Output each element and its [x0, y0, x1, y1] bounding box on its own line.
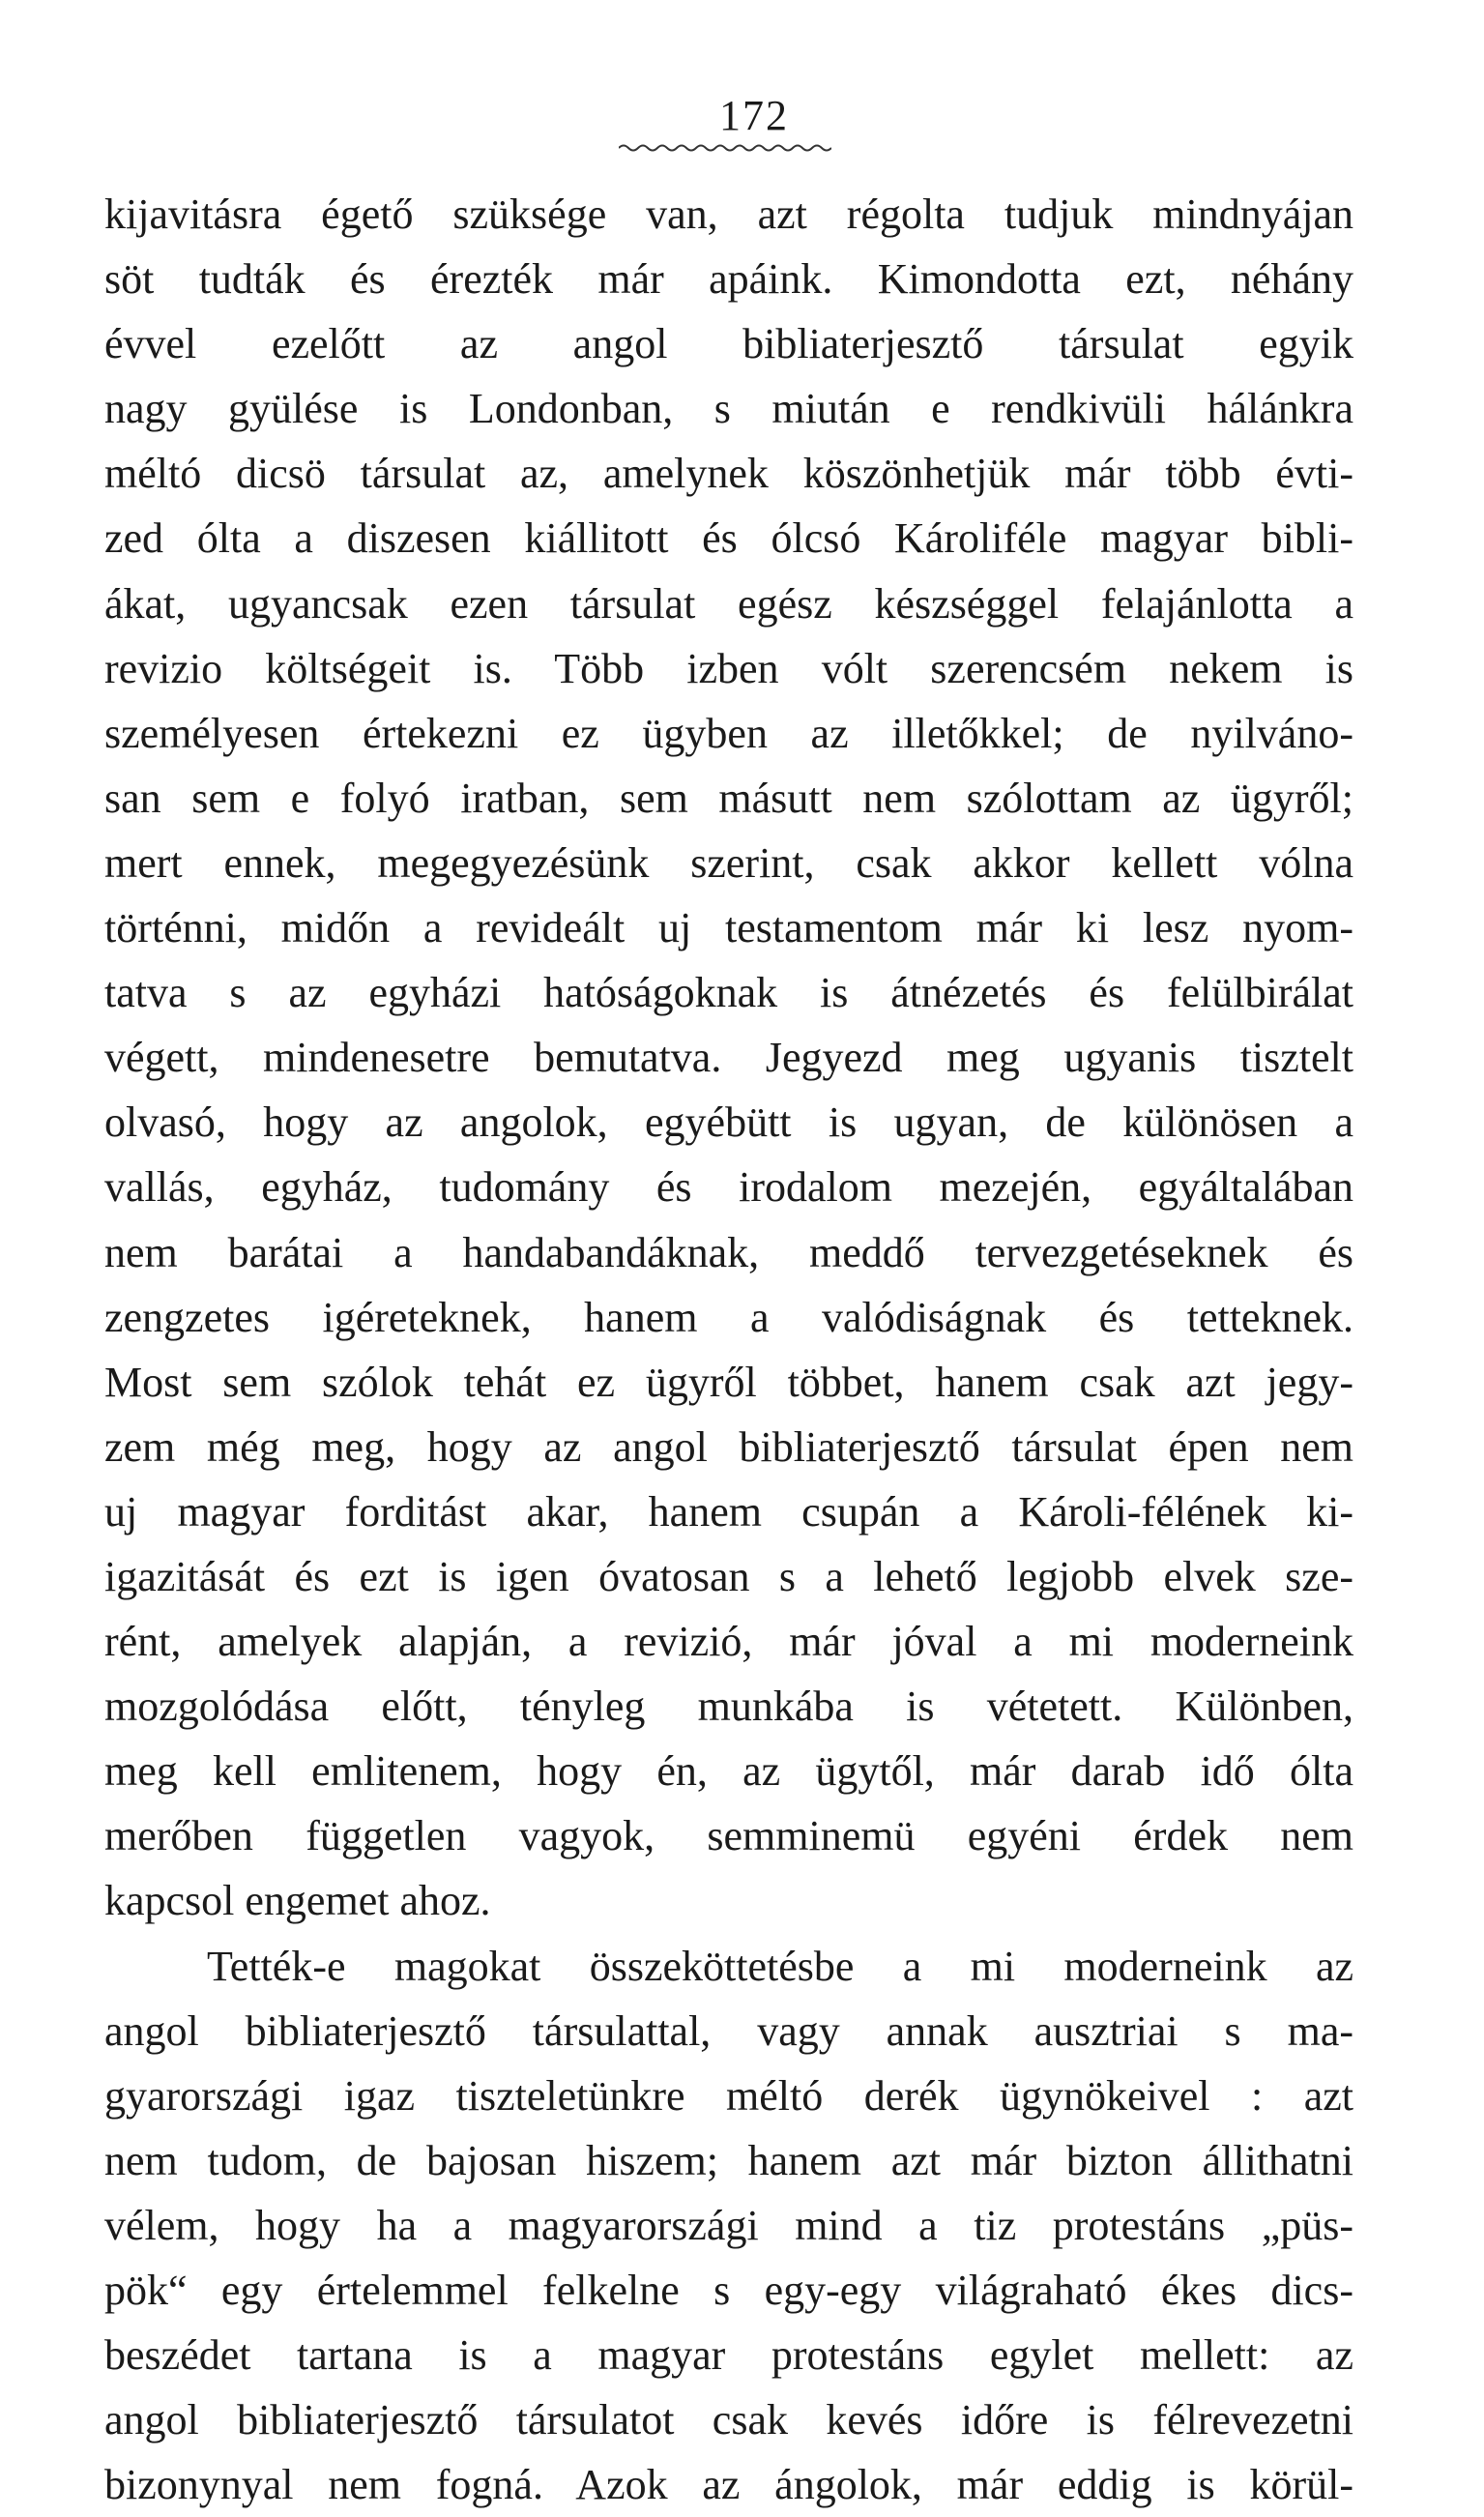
text-line: végett, mindenesetre bemutatva. Jegyezd meg ugyanis tisztelt — [104, 1034, 1353, 1082]
paragraph-start-line: Tették-e magokat összeköttetésbe a mi moderneink az — [207, 1942, 1353, 1990]
paragraph-end-line: kapcsol engemet ahoz. — [104, 1877, 491, 1925]
text-line: személyesen értekezni ez ügyben az illetőkkel; de nyilváno- — [104, 709, 1353, 757]
text-line: nem barátai a handabandáknak, meddő tervezgetéseknek és — [104, 1228, 1353, 1276]
text-line: nem tudom, de bajosan hiszem; hanem azt már bizton állithatni — [104, 2136, 1353, 2184]
text-line: mert ennek, megegyezésünk szerint, csak akkor kellett vólna — [104, 838, 1353, 887]
text-line: méltó dicsö társulat az, amelynek köszönhetjük már több évti- — [104, 450, 1353, 498]
text-line: kijavitásra égető szüksége van, azt régolta tudjuk mindnyájan — [104, 190, 1353, 238]
text-line: évvel ezelőtt az angol bibliaterjesztő társulat egyik — [104, 320, 1353, 368]
text-line: történni, midőn a revideált uj testamentom már ki lesz nyom- — [104, 904, 1353, 952]
text-line: zem még meg, hogy az angol bibliaterjesztő társulat épen nem — [104, 1422, 1353, 1471]
text-line: mozgolódása előtt, tényleg munkába is vétetett. Különben, — [104, 1683, 1353, 1731]
text-line: tatva s az egyházi hatóságoknak is átnézetés és felülbirálat — [104, 969, 1353, 1017]
text-line: bizonynyal nem fogná. Azok az ángolok, már eddig is körül- — [104, 2461, 1353, 2509]
text-line: ákat, ugyancsak ezen társulat egész készséggel felajánlotta a — [104, 579, 1353, 628]
text-line: Most sem szólok tehát ez ügyről többet, hanem csak azt jegy- — [104, 1358, 1353, 1406]
page-number-ornament — [619, 141, 831, 155]
text-line: igazitását és ezt is igen óvatosan s a lehető legjobb elvek sze- — [104, 1552, 1353, 1600]
text-line: merőben független vagyok, semminemü egyéni érdek nem — [104, 1812, 1353, 1860]
text-line: zengzetes igéreteknek, hanem a valódiságnak és tetteknek. — [104, 1293, 1353, 1341]
text-line: pök“ egy értelemmel felkelne s egy-egy világraható ékes dics- — [104, 2267, 1353, 2314]
body-text — [104, 182, 1353, 2517]
text-line: olvasó, hogy az angolok, egyébütt is ugyan, de különösen a — [104, 1098, 1353, 1147]
page-number: 172 — [719, 92, 789, 139]
text-line: san sem e folyó iratban, sem másutt nem szólottam az ügyről; — [104, 774, 1353, 822]
text-line: vallás, egyház, tudomány és irodalom mezején, egyáltalában — [104, 1163, 1353, 1212]
text-line: uj magyar forditást akar, hanem csupán a Károli-félének ki- — [104, 1487, 1353, 1536]
text-line: beszédet tartana is a magyar protestáns egylet mellett: az — [104, 2331, 1353, 2380]
text-line: meg kell emlitenem, hogy én, az ügytől, már darab idő ólta — [104, 1747, 1353, 1796]
text-line: nagy gyülése is Londonban, s miután e rendkivüli hálánkra — [104, 385, 1353, 433]
text-line: vélem, hogy ha a magyarországi mind a tiz protestáns „püs- — [104, 2201, 1353, 2249]
text-line: angol bibliaterjesztő társulatot csak kevés időre is félrevezetni — [104, 2396, 1353, 2444]
text-line: rént, amelyek alapján, a revizió, már jóval a mi moderneink — [104, 1618, 1353, 1666]
text-line: söt tudták és érezték már apáink. Kimondotta ezt, néhány — [104, 255, 1353, 304]
text-line: angol bibliaterjesztő társulattal, vagy annak ausztriai s ma- — [104, 2006, 1353, 2055]
text-line: revizio költségeit is. Több izben vólt szerencsém nekem is — [104, 644, 1353, 692]
text-line: zed ólta a diszesen kiállitott és ólcsó Károliféle magyar bibli- — [104, 514, 1353, 563]
text-line: gyarországi igaz tiszteletünkre méltó derék ügynökeivel : azt — [104, 2071, 1353, 2120]
